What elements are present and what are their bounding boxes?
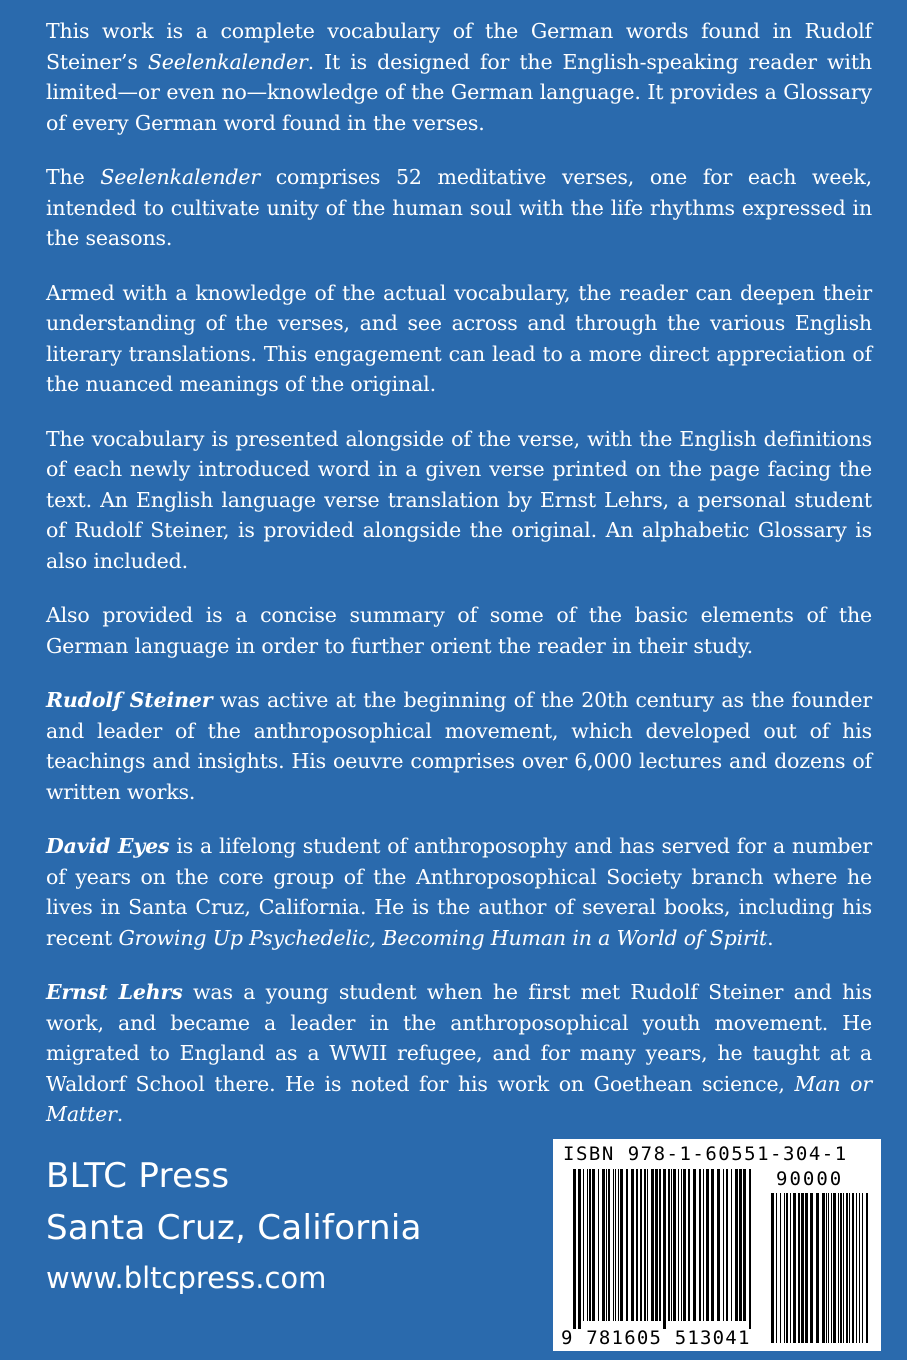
barcode-bar [866,1193,868,1343]
barcode-bar [683,1169,686,1321]
barcode-bar [822,1193,825,1343]
barcode-bar [798,1193,800,1343]
publisher-name: BLTC Press [46,1156,230,1196]
barcode-bar [790,1193,791,1343]
barcode-bar [620,1169,623,1321]
barcode-bar [810,1193,813,1343]
barcode-bar [849,1193,850,1343]
intro-paragraph: This work is a complete vocabulary of the German words found in Rudolf Steiner’s Seelenkalender. It is designed for the English-speaking reader with limited—or even no—knowledge of the German language. It provides a Glossary of every German word found in the verses. [46,19,872,135]
barcode-bar [618,1169,619,1321]
barcode-bar [840,1193,842,1343]
barcode-bar [647,1169,648,1321]
barcode-bar [793,1193,796,1343]
publisher-location: Santa Cruz, California [46,1208,422,1248]
barcode-bar [723,1169,724,1321]
barcode-bar [846,1193,848,1343]
isbn-label: ISBN 978-1-60551-304-1 [563,1143,848,1165]
barcode-bar [743,1169,746,1321]
barcode-bar [859,1193,860,1343]
barcode-bar [602,1169,605,1321]
barcode-bar [739,1169,742,1321]
barcode-bar [673,1169,676,1321]
presentation-paragraph: The vocabulary is presented alongside of the verse, with the English definitions of each newly introduced word in a given verse printed on the page facing the text. An English language verse translation by Ernst Lehrs, a personal student of Rudolf Steiner, is provided alongside the original. An alphabetic Glossary is also included. [46,426,872,573]
barcode-bar [816,1193,819,1343]
summary-paragraph: Also provided is a concise summary of some of the basic elements of the German language in order to further orient the reader in their study. [46,603,872,658]
barcode-bar [780,1193,781,1343]
vocabulary-paragraph: Armed with a knowledge of the actual vocabulary, the reader can deepen their understanding of the verses, and see across and through the various English literary translations. This engagement can lead to a more direct appreciation of the nuanced meanings of the original. [46,280,872,396]
barcode-bar [776,1193,777,1343]
steiner-bio: Rudolf Steiner was active at the beginning of the 20th century as the founder and leader of the anthroposophical movement, which developed out of his teachings and insights. His oeuvre comprises over 6,000 lectures and dozens of written works. [46,688,872,804]
barcode-bar [631,1169,634,1321]
barcode-bar [681,1169,682,1321]
barcode-bar [688,1169,690,1321]
barcode-bar [856,1193,857,1343]
barcode-bar [717,1169,720,1321]
lehrs-bio: Ernst Lehrs was a young student when he first met Rudolf Steiner and his work, and became a leader in the anthroposophical youth movement. He migrated to England as a WWII refugee, and for many years, he taught at a Waldorf School there. He is noted for his work on Goethean science, Man or Matter. [46,980,873,1126]
barcode-bar [598,1169,599,1321]
publisher-url: www.bltcpress.com [46,1261,327,1295]
barcode-bar [587,1169,588,1321]
barcode-bar [749,1169,751,1329]
barcode-bar [731,1169,732,1321]
barcode-bar [578,1169,581,1329]
barcode-bar [838,1193,839,1343]
publisher-block [46,1150,422,1300]
barcode-bar [833,1193,836,1343]
barcode-bar [589,1169,591,1321]
barcode-bar [726,1169,728,1321]
barcode-bar [703,1169,704,1321]
barcode-bar [651,1169,654,1321]
barcode-bar [644,1169,646,1321]
barcode-digits: 9 781605 513041 [561,1327,751,1349]
barcode-bar [699,1169,701,1321]
barcode-bar [801,1193,804,1343]
back-cover-text [46,16,872,1130]
barcode-bar [640,1169,642,1321]
barcode-bar [862,1193,863,1343]
barcode-bar [784,1193,785,1343]
barcode-bar [668,1169,670,1321]
barcode-bar [805,1193,808,1343]
barcode-bar [693,1169,696,1321]
barcode-bar [786,1193,788,1343]
barcode-bar [659,1169,661,1321]
barcode-bar [655,1169,658,1321]
price-code: 90000 [776,1168,844,1190]
eyes-bio: David Eyes is a lifelong student of anthroposophy and has served for a number of years on the core group of the Anthroposophical Society branch where he lives in Santa Cruz, California. He is the author of several books, including his recent Growing Up Psychedelic, Becoming Human in a World of Spirit. [46,834,872,950]
barcode-bar [615,1169,616,1321]
verses-paragraph: The Seelenkalender comprises 52 meditative verses, one for each week, intended to cultivate unity of the human soul with the life rhythms expressed in the seasons. [46,165,872,250]
barcode-bar [711,1169,714,1321]
barcode-bar [626,1169,628,1321]
isbn-barcode [553,1139,881,1351]
barcode-bar [852,1193,854,1343]
barcode-bar [636,1169,638,1321]
barcode-bar [828,1193,829,1343]
barcode-bar [826,1193,827,1343]
barcode-bar [735,1169,738,1321]
barcode-bar [606,1169,607,1321]
barcode-bar [583,1169,584,1321]
barcode-bar [843,1193,844,1343]
barcode-bar [706,1169,709,1321]
barcode-bar [678,1169,679,1321]
barcode-bar [663,1169,666,1329]
barcode-bar [831,1193,832,1343]
barcode-bar [671,1169,672,1321]
barcode-bar [613,1169,614,1321]
barcode-bar [771,1193,774,1343]
barcode-bar [573,1169,576,1329]
barcode-bar [608,1169,610,1321]
barcode-bar [592,1169,595,1321]
